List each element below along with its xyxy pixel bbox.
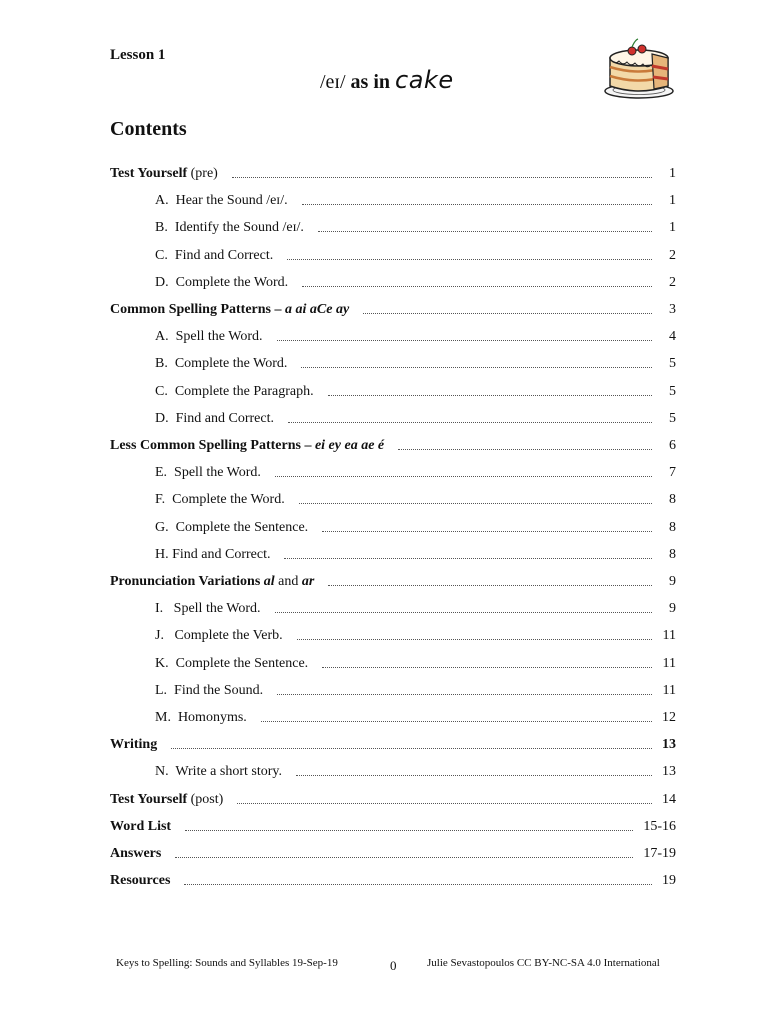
toc-section[interactable] <box>110 733 676 753</box>
toc-page-number: 6 <box>669 438 676 453</box>
toc-leader-dots <box>302 286 652 287</box>
toc-label-pattern: ar <box>301 574 315 589</box>
toc-leader-dots <box>232 177 652 178</box>
toc-label <box>110 302 349 318</box>
toc-entry[interactable] <box>155 352 676 372</box>
toc-entry[interactable] <box>155 244 676 264</box>
toc-page-number: 3 <box>669 302 676 317</box>
toc-leader-dots <box>328 395 652 396</box>
toc-leader-dots <box>299 503 652 504</box>
toc-label: D. Find and Correct. <box>155 411 274 426</box>
toc-leader-dots <box>275 476 652 477</box>
title-word: cake <box>395 66 454 94</box>
toc-page-number: 12 <box>662 710 676 725</box>
toc-label-pattern: ei ey ea ae é <box>314 438 385 453</box>
toc-entry[interactable] <box>155 380 676 400</box>
toc-page-number: 8 <box>669 492 676 507</box>
toc-leader-dots <box>237 803 652 804</box>
toc-label-pattern: a ai aCe ay <box>285 302 350 317</box>
toc-label-main: Test Yourself <box>110 166 188 181</box>
toc-leader-dots <box>297 639 652 640</box>
toc-label-suffix: and <box>274 574 302 589</box>
toc-label-main: Answers <box>110 846 162 861</box>
toc-label-main: Resources <box>110 873 171 888</box>
toc-label: C. Complete the Paragraph. <box>155 384 314 399</box>
toc-page-number: 11 <box>662 628 676 643</box>
toc-label: E. Spell the Word. <box>155 465 261 480</box>
toc-page-number: 11 <box>662 656 676 671</box>
contents-heading: Contents <box>110 118 187 140</box>
title-as-in: as in <box>350 71 391 93</box>
toc-label-main: Writing <box>110 737 158 752</box>
toc-entry[interactable] <box>155 461 676 481</box>
toc-page-number: 8 <box>669 547 676 562</box>
toc-label-main: Pronunciation Variations <box>110 574 264 589</box>
toc-label: B. Identify the Sound /eɪ/. <box>155 220 304 235</box>
toc-page-number: 8 <box>669 520 676 535</box>
toc-page-number: 13 <box>662 737 676 752</box>
toc-label-suffix: (pre) <box>187 166 218 181</box>
toc-page-number: 13 <box>662 764 676 779</box>
toc-page-number: 2 <box>669 248 676 263</box>
toc-leader-dots <box>277 340 653 341</box>
toc-entry[interactable] <box>155 706 676 726</box>
lesson-title <box>320 66 454 94</box>
toc-entry[interactable] <box>155 216 676 236</box>
toc-entry[interactable] <box>155 543 676 563</box>
footer-title: Keys to Spelling: Sounds and Syllables 19-Sep-19 <box>116 957 338 969</box>
toc-page-number: 1 <box>669 193 676 208</box>
toc-leader-dots <box>185 830 633 831</box>
toc-entry[interactable] <box>155 652 676 672</box>
toc-section[interactable] <box>110 815 676 835</box>
toc-label: C. Find and Correct. <box>155 248 274 263</box>
toc-entry[interactable] <box>155 407 676 427</box>
toc-label: L. Find the Sound. <box>155 683 264 698</box>
toc-page-number: 17-19 <box>643 846 676 861</box>
toc-label: F. Complete the Word. <box>155 492 285 507</box>
toc-label: G. Complete the Sentence. <box>155 520 309 535</box>
toc-label-sep: – <box>271 302 285 317</box>
toc-leader-dots <box>363 313 652 314</box>
toc-page-number: 11 <box>662 683 676 698</box>
toc-label: I. Spell the Word. <box>155 601 261 616</box>
toc-leader-dots <box>322 667 652 668</box>
toc-page-number: 1 <box>669 220 676 235</box>
toc-entry[interactable] <box>155 760 676 780</box>
toc-entry[interactable] <box>155 488 676 508</box>
toc-label: A. Hear the Sound /eɪ/. <box>155 193 288 208</box>
toc-section[interactable] <box>110 434 676 454</box>
toc-page-number: 14 <box>662 792 676 807</box>
toc-leader-dots <box>171 748 652 749</box>
toc-leader-dots <box>296 775 652 776</box>
toc-page-number: 4 <box>669 329 676 344</box>
toc-label-main: Less Common Spelling Patterns <box>110 438 301 453</box>
toc-page-number: 19 <box>662 873 676 888</box>
toc-entry[interactable] <box>155 189 676 209</box>
toc-page-number: 1 <box>669 166 676 181</box>
toc-leader-dots <box>288 422 652 423</box>
toc-leader-dots <box>277 694 652 695</box>
toc-section[interactable] <box>110 869 676 889</box>
toc-label <box>110 737 157 753</box>
toc-leader-dots <box>318 231 652 232</box>
toc-label-main: Word List <box>110 819 172 834</box>
footer-license: Julie Sevastopoulos CC BY-NC-SA 4.0 International <box>427 957 660 969</box>
toc-leader-dots <box>275 612 652 613</box>
toc-label <box>110 166 218 182</box>
toc-leader-dots <box>184 884 652 885</box>
toc-leader-dots <box>398 449 652 450</box>
toc-entry[interactable] <box>155 597 676 617</box>
toc-leader-dots <box>322 531 652 532</box>
toc-label: A. Spell the Word. <box>155 329 263 344</box>
toc-label: H. Find and Correct. <box>155 547 271 562</box>
toc-entry[interactable] <box>155 516 676 536</box>
toc-label: N. Write a short story. <box>155 764 282 779</box>
footer-page-number: 0 <box>390 958 397 973</box>
toc-label <box>110 873 170 889</box>
toc-section[interactable] <box>110 162 676 182</box>
toc-page-number: 5 <box>669 384 676 399</box>
toc-entry[interactable] <box>155 271 676 291</box>
toc-label-main: Test Yourself <box>110 792 188 807</box>
toc-label <box>110 819 171 835</box>
toc-leader-dots <box>302 204 652 205</box>
toc-entry[interactable] <box>155 679 676 699</box>
toc-page-number: 5 <box>669 356 676 371</box>
toc-leader-dots <box>301 367 652 368</box>
toc-section[interactable] <box>110 788 676 808</box>
toc-label-main: Common Spelling Patterns <box>110 302 271 317</box>
toc-label: K. Complete the Sentence. <box>155 656 309 671</box>
toc-leader-dots <box>287 259 652 260</box>
toc-label: M. Homonyms. <box>155 710 247 725</box>
toc-section[interactable] <box>110 298 676 318</box>
toc-section[interactable] <box>110 570 676 590</box>
toc-label <box>110 574 314 590</box>
toc-page-number: 7 <box>669 465 676 480</box>
toc-label <box>110 846 161 862</box>
toc-leader-dots <box>175 857 633 858</box>
title-ipa: /eɪ/ <box>320 71 346 93</box>
toc-page-number: 9 <box>669 601 676 616</box>
toc-entry[interactable] <box>155 624 676 644</box>
toc-page-number: 5 <box>669 411 676 426</box>
toc-label <box>110 438 384 454</box>
toc-label <box>110 792 223 808</box>
toc-section[interactable] <box>110 842 676 862</box>
toc-page-number: 9 <box>669 574 676 589</box>
toc-page-number: 15-16 <box>643 819 676 834</box>
toc-label: J. Complete the Verb. <box>155 628 283 643</box>
toc-label: D. Complete the Word. <box>155 275 289 290</box>
toc-leader-dots <box>328 585 652 586</box>
toc-leader-dots <box>261 721 652 722</box>
toc-label-suffix: (post) <box>187 792 224 807</box>
cake-slice-icon <box>602 36 676 100</box>
toc-page-number: 2 <box>669 275 676 290</box>
lesson-label: Lesson 1 <box>110 47 166 63</box>
toc-entry[interactable] <box>155 325 676 345</box>
toc-label-pattern: al <box>263 574 275 589</box>
toc-label: B. Complete the Word. <box>155 356 288 371</box>
toc-leader-dots <box>284 558 652 559</box>
toc-label-sep: – <box>300 438 315 453</box>
